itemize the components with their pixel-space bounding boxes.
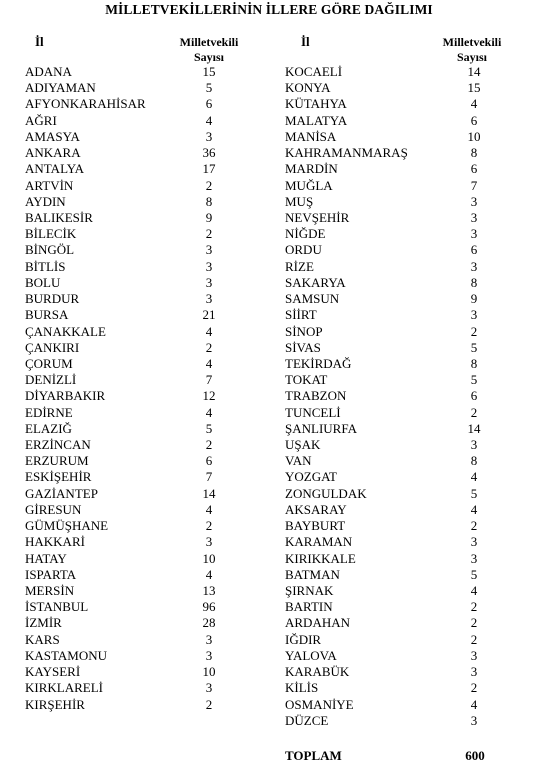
province-row [25,405,255,421]
deputy-count: 2 [470,680,478,696]
province-name: GAZİANTEP [25,485,98,501]
province-row [285,421,515,437]
province-row [285,372,515,388]
province-row [285,356,515,372]
deputy-count: 15 [202,64,216,79]
province-name: KONYA [285,80,331,96]
right-province-list [285,64,515,729]
deputy-count: 15 [467,80,481,96]
deputy-count: 10 [202,664,216,680]
deputy-count: 3 [470,664,478,680]
deputy-count: 5 [470,372,478,388]
province-name: SAMSUN [285,291,340,307]
province-row [25,356,255,372]
province-name: GÜMÜŞHANE [25,518,109,534]
province-name: YOZGAT [285,469,337,485]
province-name: TRABZON [285,388,347,404]
province-name: NİĞDE [285,226,326,242]
deputy-count: 3 [205,258,213,274]
deputy-count: 5 [470,485,478,501]
deputy-count: 3 [205,242,213,258]
province-name: TEKİRDAĞ [285,355,352,371]
province-row [25,469,255,485]
province-name: BURSA [25,307,69,323]
province-row [285,664,515,680]
province-name: ERZURUM [25,453,89,469]
province-row [285,161,515,177]
deputy-count: 96 [202,599,216,615]
province-name: ADANA [25,64,72,79]
left-deputies-header [164,35,254,65]
province-name: GİRESUN [25,501,82,517]
province-name: EDİRNE [25,404,73,420]
province-row [25,178,255,194]
province-name: ELAZIĞ [25,420,72,436]
province-name: ESKİŞEHİR [25,469,92,485]
province-row [25,129,255,145]
province-row [285,567,515,583]
province-row [285,178,515,194]
province-name: AMASYA [25,128,80,144]
province-name: HAKKARİ [25,534,85,550]
deputy-count: 3 [470,550,478,566]
province-name: BİTLİS [25,258,66,274]
deputy-count: 2 [205,339,213,355]
deputy-count: 3 [205,647,213,663]
deputy-count: 5 [470,339,478,355]
province-name: TUNCELİ [285,404,341,420]
province-row [25,372,255,388]
province-row [285,96,515,112]
deputy-count: 3 [470,534,478,550]
deputy-count: 6 [205,96,213,112]
province-row [285,632,515,648]
province-name: UŞAK [285,437,321,453]
deputy-count: 4 [205,501,213,517]
province-name: ŞIRNAK [285,583,334,598]
province-name: NEVŞEHİR [285,209,350,225]
province-row [25,242,255,258]
province-name: BOLU [25,274,61,290]
province-row [25,437,255,453]
province-name: KIRKLARELİ [25,680,103,696]
deputy-count: 3 [470,647,478,663]
deputy-count: 3 [470,193,478,209]
deputy-count: 8 [470,453,478,469]
deputy-count: 4 [205,112,213,128]
province-row [285,194,515,210]
province-name: KÜTAHYA [285,96,347,112]
deputy-count: 21 [202,307,216,323]
deputy-count: 3 [205,534,213,550]
province-row [25,599,255,615]
deputy-count: 3 [470,226,478,242]
deputy-count: 3 [470,307,478,323]
province-row [285,648,515,664]
deputy-count: 4 [470,583,478,598]
province-row [25,567,255,583]
province-row [285,551,515,567]
province-name: İZMİR [25,615,62,631]
province-name: ARTVİN [25,177,74,193]
province-row [285,324,515,340]
province-name: AFYONKARAHİSAR [25,96,146,112]
deputy-count: 5 [470,566,478,582]
province-name: KARABÜK [285,664,350,680]
deputy-count: 12 [202,388,216,404]
left-deputies-header-line2: Sayısı [193,50,224,64]
province-row [25,648,255,664]
deputy-count: 2 [470,615,478,631]
left-deputies-header-line1: Milletvekili [179,35,239,49]
province-row [25,388,255,404]
province-row [285,145,515,161]
province-row [285,64,515,80]
province-row [285,405,515,421]
right-deputies-header [427,35,517,65]
deputy-count: 5 [205,420,213,436]
province-name: VAN [285,453,312,469]
deputy-count: 8 [470,145,478,161]
province-name: ÇANAKKALE [25,323,106,339]
province-row [285,437,515,453]
province-row [285,453,515,469]
province-row [25,80,255,96]
province-name: BAYBURT [285,518,346,534]
deputy-count: 10 [202,550,216,566]
left-province-header: İl [35,34,44,49]
deputy-count: 6 [470,112,478,128]
province-row [25,291,255,307]
deputy-count: 3 [205,291,213,307]
deputy-count: 8 [470,355,478,371]
province-row [285,291,515,307]
total-label: TOPLAM [285,748,342,763]
province-name: MALATYA [285,112,348,128]
province-name: ISPARTA [25,566,77,582]
right-deputies-header-line1: Milletvekili [442,35,502,49]
province-name: BURDUR [25,291,80,307]
province-name: MARDİN [285,161,338,177]
deputy-count: 2 [205,437,213,453]
province-name: SİVAS [285,339,321,355]
deputy-count: 36 [202,145,216,161]
province-row [285,242,515,258]
deputy-count: 7 [205,372,213,388]
province-name: İSTANBUL [25,599,89,615]
deputy-count: 3 [205,274,213,290]
deputy-count: 3 [470,437,478,453]
deputy-count: 2 [470,323,478,339]
province-row [25,161,255,177]
province-name: KOCAELİ [285,64,343,79]
province-row [285,713,515,729]
province-row [285,502,515,518]
province-row [285,80,515,96]
province-row [285,275,515,291]
province-row [285,518,515,534]
province-name: KARAMAN [285,534,353,550]
province-name: SİİRT [285,307,317,323]
province-row [285,697,515,713]
deputy-count: 9 [205,209,213,225]
province-row [25,275,255,291]
province-name: KIRŞEHİR [25,696,85,712]
province-name: AĞRI [25,112,57,128]
province-row [25,697,255,713]
deputy-count: 14 [467,420,481,436]
province-name: TOKAT [285,372,328,388]
deputy-count: 2 [205,696,213,712]
province-name: KAYSERİ [25,664,81,680]
province-row [25,113,255,129]
deputy-count: 6 [470,161,478,177]
province-row [285,469,515,485]
province-name: ANKARA [25,145,81,161]
province-row [25,583,255,599]
deputy-count: 3 [470,712,478,728]
province-name: DÜZCE [285,712,329,728]
province-row [285,210,515,226]
deputy-count: 4 [470,501,478,517]
deputy-count: 2 [205,177,213,193]
province-name: MANİSA [285,128,337,144]
province-name: OSMANİYE [285,696,354,712]
province-name: ADIYAMAN [25,80,96,96]
province-name: KİLİS [285,680,319,696]
deputy-count: 2 [205,226,213,242]
province-row [25,664,255,680]
province-row [25,194,255,210]
province-name: SAKARYA [285,274,346,290]
deputy-count: 5 [205,80,213,96]
province-row [25,534,255,550]
deputy-count: 14 [202,485,216,501]
province-name: YALOVA [285,647,337,663]
province-name: BARTIN [285,599,333,615]
province-row [25,502,255,518]
deputy-count: 2 [470,404,478,420]
total-value: 600 [465,748,485,763]
deputy-count: 8 [470,274,478,290]
province-name: ERZİNCAN [25,437,91,453]
province-row [25,307,255,323]
deputy-count: 4 [205,355,213,371]
deputy-count: 3 [205,128,213,144]
province-row [285,340,515,356]
province-row [285,129,515,145]
deputy-count: 17 [202,161,216,177]
province-row [25,453,255,469]
deputy-count: 3 [470,258,478,274]
deputy-count: 4 [205,404,213,420]
province-row [25,551,255,567]
deputy-count: 7 [470,177,478,193]
province-name: HATAY [25,550,67,566]
province-row [285,599,515,615]
province-row [25,421,255,437]
deputy-count: 2 [470,631,478,647]
province-row [25,340,255,356]
right-deputies-header-line2: Sayısı [456,50,487,64]
province-name: BALIKESİR [25,209,93,225]
province-name: KAHRAMANMARAŞ [285,145,408,161]
province-name: RİZE [285,258,314,274]
province-row [285,615,515,631]
province-row [25,210,255,226]
province-row [285,486,515,502]
province-row [285,259,515,275]
province-name: ORDU [285,242,322,258]
deputy-count: 4 [205,566,213,582]
province-name: ÇORUM [25,355,73,371]
province-name: BİNGÖL [25,242,75,258]
deputy-count: 2 [470,518,478,534]
province-name: BATMAN [285,566,340,582]
province-row [285,680,515,696]
province-row [285,388,515,404]
province-name: AYDIN [25,193,66,209]
province-name: MUŞ [285,193,314,209]
province-row [25,615,255,631]
province-name: BİLECİK [25,226,77,242]
deputy-count: 3 [470,209,478,225]
right-province-header: İl [301,34,310,49]
deputy-count: 14 [467,64,481,79]
province-name: AKSARAY [285,501,347,517]
province-row [25,680,255,696]
province-name: ZONGULDAK [285,485,367,501]
province-name: DİYARBAKIR [25,388,106,404]
province-name: ARDAHAN [285,615,350,631]
province-row [25,324,255,340]
page-title: MİLLETVEKİLLERİNİN İLLERE GÖRE DAĞILIMI [105,2,433,17]
province-row [25,518,255,534]
deputy-count: 4 [470,96,478,112]
province-name: ÇANKIRI [25,339,80,355]
province-name: KASTAMONU [25,647,108,663]
deputy-count: 6 [470,242,478,258]
province-row [25,486,255,502]
province-name: SİNOP [285,323,323,339]
deputy-count: 8 [205,193,213,209]
province-row [285,534,515,550]
deputy-count: 10 [467,128,481,144]
deputy-count: 13 [202,583,216,598]
province-name: KIRIKKALE [285,550,356,566]
deputy-count: 28 [202,615,216,631]
province-row [285,226,515,242]
deputy-count: 6 [470,388,478,404]
province-name: ANTALYA [25,161,85,177]
province-row [25,632,255,648]
province-row [25,64,255,80]
province-row [25,259,255,275]
left-province-list [25,64,255,713]
deputy-count: 4 [205,323,213,339]
province-name: IĞDIR [285,631,322,647]
province-name: DENİZLİ [25,372,77,388]
deputy-count: 2 [470,599,478,615]
province-row [25,226,255,242]
province-row [285,583,515,599]
province-row [25,145,255,161]
deputy-count: 2 [205,518,213,534]
deputy-count: 6 [205,453,213,469]
deputy-count: 3 [205,680,213,696]
province-row [25,96,255,112]
deputy-count: 3 [205,631,213,647]
province-row [285,307,515,323]
deputy-count: 9 [470,291,478,307]
province-name: MERSİN [25,583,75,598]
deputy-count: 4 [470,469,478,485]
province-name: MUĞLA [285,177,333,193]
province-name: KARS [25,631,60,647]
province-name: ŞANLIURFA [285,420,357,436]
deputy-count: 4 [470,696,478,712]
province-row [285,113,515,129]
deputy-count: 7 [205,469,213,485]
